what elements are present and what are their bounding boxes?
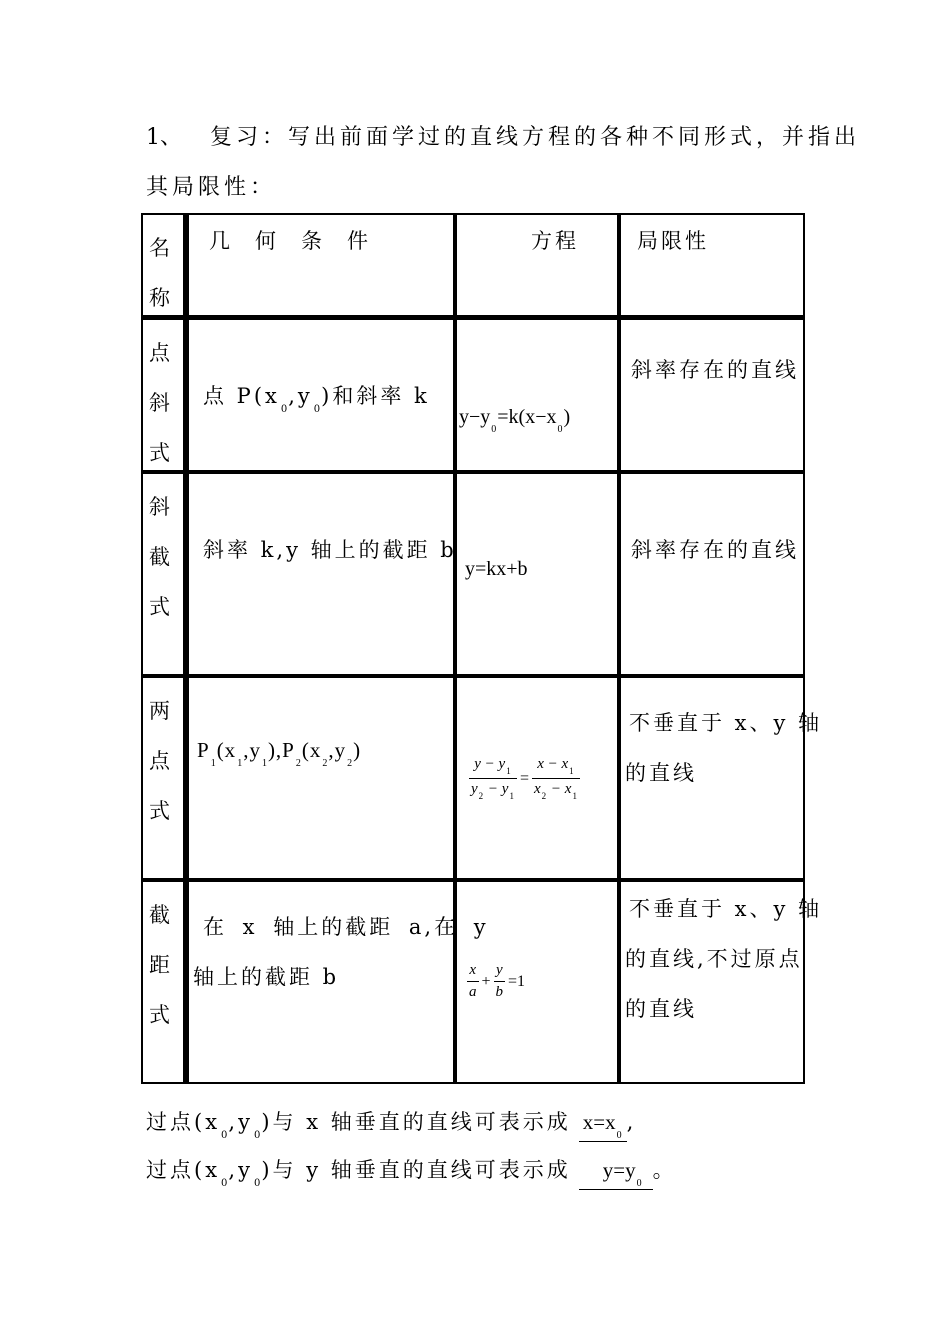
- intro-line-1: [146, 120, 860, 151]
- row-limitation-text: [625, 698, 823, 798]
- row-equation-formula: $\frac{y - y_1}{y_2 - y_1}$ = $\frac{x - x_1}{x_2 - x_1}$: [469, 756, 580, 801]
- table-row: [142, 880, 804, 1083]
- header-equation: [455, 214, 619, 318]
- footer-line-1: 过点$(x_0,y_0)$与 x 轴垂直的直线可表示成 $x=x_0$,: [146, 1110, 637, 1141]
- row-limitation-text: 斜率存在的直线: [631, 538, 799, 562]
- row-condition-text: 斜率 k,y 轴上的截距 b: [203, 538, 457, 562]
- row-equation: [455, 318, 619, 473]
- table-row: [142, 676, 804, 880]
- row-condition-text: 点 $P(x_0,y_0)$和斜率 k: [203, 384, 430, 415]
- fraction-y: $\frac{y - y_1}{y_2 - y_1}$: [469, 756, 517, 801]
- row-equation-formula: $\frac{x}{a}$ + $\frac{y}{b}$ =1: [469, 962, 526, 1000]
- intro-text-1: 复习：写出前面学过的直线方程的各种不同形式，并指出: [210, 125, 861, 150]
- footer-line-2: 过点$(x_0,y_0)$与 y 轴垂直的直线可表示成 $y=y_0$。: [146, 1158, 677, 1189]
- header-equation-text: 方程: [531, 229, 579, 253]
- footer-end: ,: [626, 1110, 637, 1134]
- row-name-char: 式: [149, 595, 170, 619]
- row-limitation: [619, 676, 823, 880]
- row-condition: [186, 318, 455, 473]
- row-name: [142, 472, 186, 676]
- limitation-line: 的直线: [625, 761, 697, 785]
- row-name: [142, 880, 186, 1083]
- condition-suffix: 和斜率 k: [332, 384, 430, 408]
- footer-prefix: 过点: [146, 1110, 194, 1134]
- header-name-char: 名: [149, 236, 170, 260]
- header-limitation: [619, 214, 804, 318]
- limitation-line: 的直线,不过原点: [625, 947, 803, 971]
- row-limitation-text: 斜率存在的直线: [631, 358, 799, 382]
- table-header-row: [142, 214, 804, 318]
- limitation-line: 不垂直于 x、y 轴: [629, 711, 823, 735]
- footer-text: 与 y 轴垂直的直线可表示成: [272, 1158, 571, 1182]
- row-name-char: 两: [149, 699, 170, 723]
- row-name-char: 斜: [149, 391, 170, 415]
- intro-line-2: 其局限性：: [146, 175, 277, 200]
- table-row: [142, 318, 804, 473]
- header-name-char: 称: [149, 286, 170, 310]
- header-name: [142, 214, 186, 318]
- row-condition: [186, 472, 455, 676]
- row-equation: [455, 472, 619, 676]
- row-equation-formula: $y-y_0=k(x-x_0)$: [459, 406, 571, 435]
- limitation-line: 的直线: [625, 997, 697, 1021]
- row-name-char: 截: [149, 903, 170, 927]
- condition-line: 轴上的截距 b: [193, 965, 340, 989]
- footer-prefix: 过点: [146, 1158, 194, 1182]
- table-row: [142, 472, 804, 676]
- row-name-char: 式: [149, 441, 170, 465]
- question-number: 1、: [146, 125, 182, 150]
- row-name: [142, 318, 186, 473]
- row-equation: [455, 880, 619, 1083]
- row-limitation: [619, 472, 804, 676]
- footer-end: 。: [652, 1158, 677, 1182]
- row-name-char: 斜: [149, 495, 170, 519]
- header-condition-text: 几 何 条 件: [209, 229, 370, 253]
- row-condition: [186, 676, 455, 880]
- fraction-y-b: $\frac{y}{b}$: [495, 962, 504, 1000]
- row-limitation: [619, 318, 804, 473]
- row-name-char: 截: [149, 545, 170, 569]
- row-equation: [455, 676, 619, 880]
- condition-prefix: 点 P: [203, 384, 254, 408]
- row-equation-formula: y=kx+b: [465, 558, 528, 580]
- row-condition-text: $P_1(x_1,y_1),P_2(x_2,y_2)$: [197, 738, 362, 769]
- row-name: [142, 676, 186, 880]
- header-limitation-text: 局限性: [637, 229, 709, 253]
- limitation-line: 不垂直于 x、y 轴: [629, 897, 823, 921]
- row-name-char: 距: [149, 953, 170, 977]
- row-name-char: 式: [149, 799, 170, 823]
- fraction-x-a: $\frac{x}{a}$: [469, 962, 477, 1000]
- footer-text: 与 x 轴垂直的直线可表示成: [272, 1110, 571, 1134]
- row-condition-text: [193, 902, 489, 1002]
- condition-line: 在 x 轴上的截距 a,在 y: [203, 915, 489, 939]
- row-name-char: 点: [149, 749, 170, 773]
- row-name-char: 式: [149, 1003, 170, 1027]
- footer-answer-2: $y=y_0$: [579, 1158, 653, 1190]
- footer-answer-1: $x=x_0$: [579, 1110, 627, 1142]
- fraction-x: $\frac{x - x_1}{x_2 - x_1}$: [532, 756, 580, 801]
- line-equation-table: [141, 213, 823, 1084]
- row-limitation: [619, 880, 823, 1083]
- header-condition: [186, 214, 455, 318]
- row-name-char: 点: [149, 341, 170, 365]
- row-limitation-text: [625, 884, 822, 1034]
